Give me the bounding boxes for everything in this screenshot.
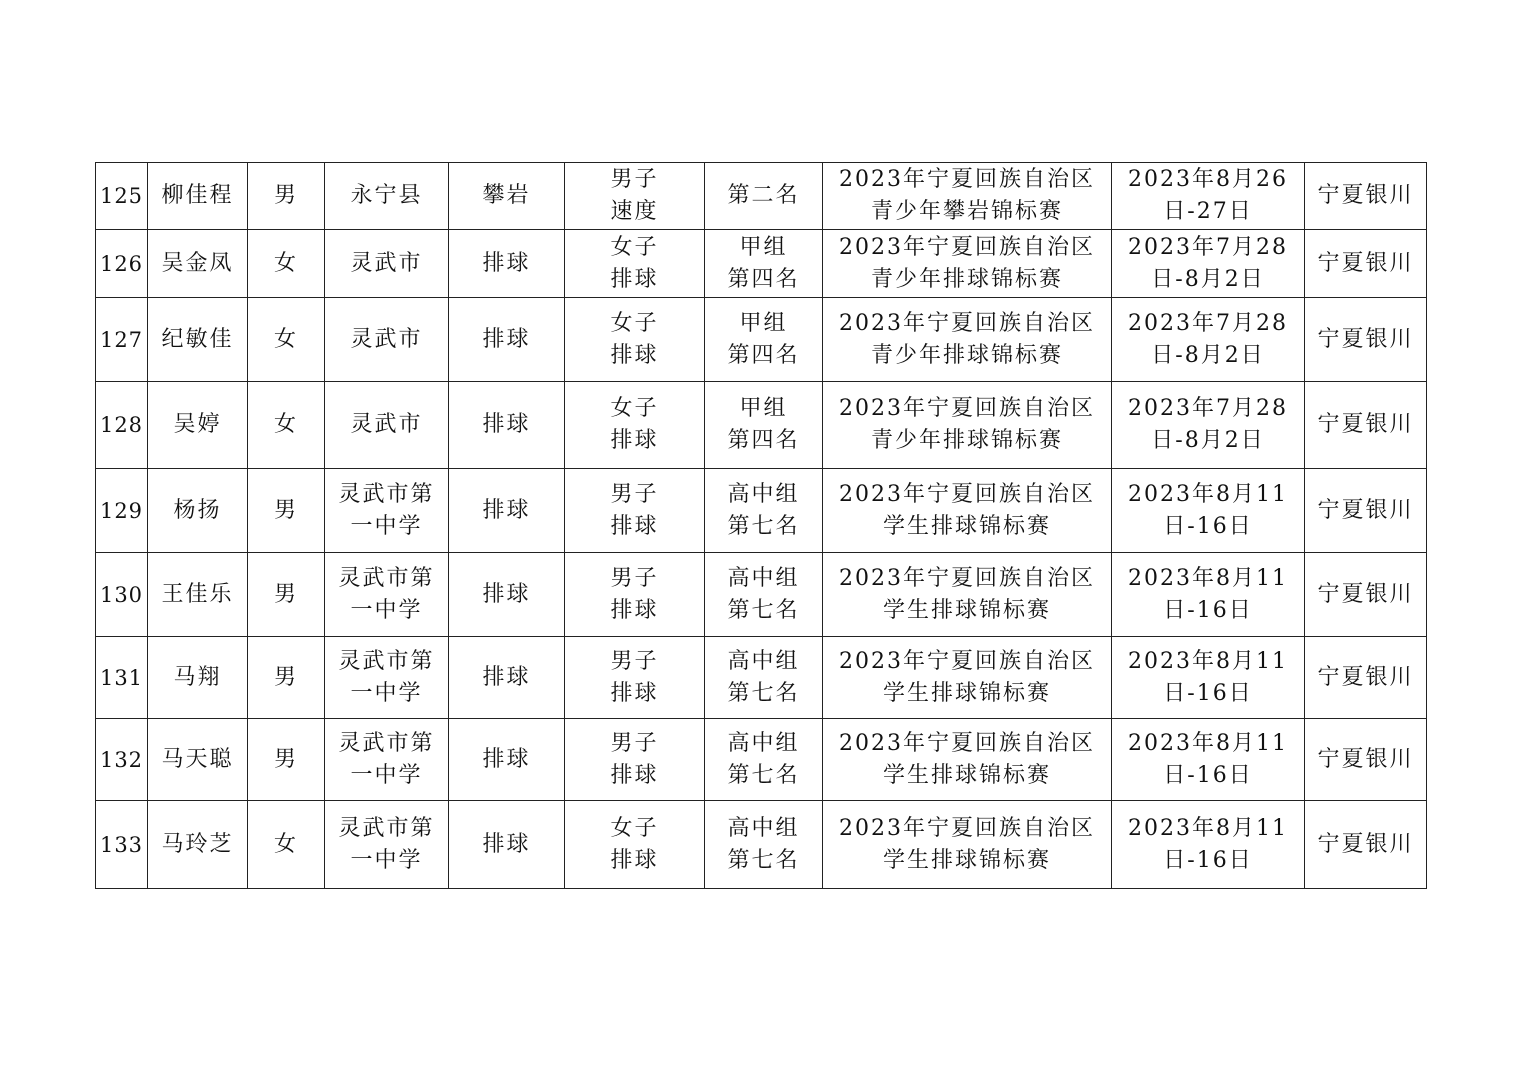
cell-result-line: 高中组	[727, 481, 800, 507]
cell-place: 宁夏银川	[1305, 719, 1427, 801]
cell-date	[1112, 230, 1305, 298]
cell-event	[565, 719, 705, 801]
cell-place: 宁夏银川	[1305, 637, 1427, 719]
cell-unit	[325, 719, 449, 801]
cell-event	[565, 637, 705, 719]
cell-date-line: 日-16日	[1163, 513, 1253, 539]
cell-date-line: 2023年8月11	[1128, 565, 1288, 591]
cell-event-line: 男子	[610, 167, 659, 192]
cell-event	[565, 230, 705, 298]
cell-event-line: 排球	[610, 266, 659, 292]
cell-date-line: 日-16日	[1163, 762, 1253, 788]
cell-date-line: 日-16日	[1163, 847, 1253, 873]
cell-event-line: 男子	[610, 565, 659, 591]
cell-event-line: 男子	[610, 648, 659, 674]
cell-result-line: 高中组	[727, 648, 800, 674]
cell-result-line: 第七名	[727, 762, 800, 788]
cell-number: 127	[96, 298, 148, 382]
cell-gender: 男	[248, 719, 325, 801]
cell-competition	[823, 382, 1112, 469]
cell-date-line: 日-16日	[1163, 680, 1253, 706]
cell-event	[565, 801, 705, 889]
cell-unit-line: 一中学	[350, 597, 423, 623]
cell-unit	[325, 469, 449, 553]
cell-number: 129	[96, 469, 148, 553]
cell-event	[565, 553, 705, 637]
cell-event	[565, 382, 705, 469]
cell-date-line: 日-27日	[1163, 199, 1253, 224]
cell-competition-line: 2023年宁夏回族自治区	[839, 396, 1095, 421]
cell-event-line: 排球	[610, 680, 659, 706]
cell-unit-line: 一中学	[350, 762, 423, 788]
cell-date	[1112, 801, 1305, 889]
cell-unit	[325, 382, 449, 469]
cell-result-line: 第七名	[727, 680, 800, 706]
cell-competition-line: 青少年排球锦标赛	[870, 342, 1063, 368]
cell-place: 宁夏银川	[1305, 801, 1427, 889]
cell-place: 宁夏银川	[1305, 163, 1427, 230]
cell-event	[565, 469, 705, 553]
cell-result-line: 第七名	[727, 513, 800, 539]
cell-competition-line: 青少年排球锦标赛	[870, 428, 1063, 453]
cell-result-line: 第二名	[727, 183, 800, 208]
table-row	[96, 298, 1427, 382]
awards-table	[95, 162, 1427, 889]
cell-event-line: 女子	[610, 310, 659, 336]
cell-date	[1112, 163, 1305, 230]
cell-result-line: 甲组	[739, 396, 788, 421]
cell-result-line: 甲组	[739, 310, 788, 336]
cell-result	[705, 553, 823, 637]
cell-place: 宁夏银川	[1305, 298, 1427, 382]
cell-name: 马翔	[148, 637, 248, 719]
cell-result	[705, 719, 823, 801]
cell-event-line: 男子	[610, 481, 659, 507]
cell-competition-line: 学生排球锦标赛	[882, 597, 1051, 623]
cell-gender: 男	[248, 163, 325, 230]
cell-unit-line: 灵武市第	[338, 730, 435, 756]
cell-result-line: 第七名	[727, 597, 800, 623]
cell-result	[705, 637, 823, 719]
cell-event-line: 排球	[610, 597, 659, 623]
cell-event	[565, 298, 705, 382]
cell-unit-line: 灵武市	[350, 250, 423, 276]
awards-table-body	[96, 163, 1427, 889]
cell-competition-line: 2023年宁夏回族自治区	[839, 815, 1095, 841]
cell-sport: 排球	[449, 382, 565, 469]
cell-result-line: 高中组	[727, 565, 800, 591]
cell-competition	[823, 230, 1112, 298]
cell-sport: 排球	[449, 230, 565, 298]
cell-sport: 排球	[449, 801, 565, 889]
cell-sport: 排球	[449, 298, 565, 382]
cell-competition-line: 学生排球锦标赛	[882, 680, 1051, 706]
cell-result-line: 第四名	[727, 342, 800, 368]
cell-sport: 排球	[449, 469, 565, 553]
cell-competition-line: 2023年宁夏回族自治区	[839, 167, 1095, 192]
cell-event-line: 排球	[610, 428, 659, 453]
cell-event-line: 速度	[610, 199, 659, 224]
cell-competition	[823, 298, 1112, 382]
cell-gender: 男	[248, 637, 325, 719]
cell-competition-line: 2023年宁夏回族自治区	[839, 565, 1095, 591]
cell-name: 纪敏佳	[148, 298, 248, 382]
cell-result-line: 第四名	[727, 428, 800, 453]
cell-result-line: 第七名	[727, 847, 800, 873]
cell-number: 131	[96, 637, 148, 719]
cell-competition-line: 学生排球锦标赛	[882, 762, 1051, 788]
cell-place: 宁夏银川	[1305, 553, 1427, 637]
cell-place: 宁夏银川	[1305, 469, 1427, 553]
table-row	[96, 382, 1427, 469]
cell-date	[1112, 382, 1305, 469]
cell-place: 宁夏银川	[1305, 382, 1427, 469]
cell-competition	[823, 719, 1112, 801]
cell-date	[1112, 637, 1305, 719]
table-row	[96, 230, 1427, 298]
cell-competition-line: 2023年宁夏回族自治区	[839, 648, 1095, 674]
cell-number: 133	[96, 801, 148, 889]
cell-sport: 排球	[449, 719, 565, 801]
cell-competition-line: 学生排球锦标赛	[882, 847, 1051, 873]
cell-place: 宁夏银川	[1305, 230, 1427, 298]
table-row	[96, 719, 1427, 801]
cell-unit-line: 灵武市第	[338, 648, 435, 674]
cell-result	[705, 801, 823, 889]
cell-unit-line: 一中学	[350, 847, 423, 873]
cell-gender: 男	[248, 553, 325, 637]
cell-sport: 攀岩	[449, 163, 565, 230]
cell-name: 杨扬	[148, 469, 248, 553]
table-row	[96, 553, 1427, 637]
cell-competition-line: 2023年宁夏回族自治区	[839, 234, 1095, 260]
cell-competition-line: 2023年宁夏回族自治区	[839, 481, 1095, 507]
cell-result	[705, 230, 823, 298]
cell-event-line: 男子	[610, 730, 659, 756]
cell-competition-line: 学生排球锦标赛	[882, 513, 1051, 539]
cell-event-line: 排球	[610, 513, 659, 539]
cell-competition	[823, 553, 1112, 637]
cell-unit	[325, 163, 449, 230]
cell-event	[565, 163, 705, 230]
cell-unit-line: 一中学	[350, 680, 423, 706]
cell-result	[705, 382, 823, 469]
cell-date-line: 2023年7月28	[1128, 310, 1288, 336]
cell-unit	[325, 801, 449, 889]
cell-sport: 排球	[449, 553, 565, 637]
cell-unit-line: 灵武市第	[338, 565, 435, 591]
cell-result-line: 甲组	[739, 234, 788, 260]
cell-unit	[325, 298, 449, 382]
cell-competition	[823, 801, 1112, 889]
cell-competition-line: 2023年宁夏回族自治区	[839, 730, 1095, 756]
table-row	[96, 801, 1427, 889]
cell-date-line: 日-8月2日	[1151, 342, 1265, 368]
cell-name: 马玲芝	[148, 801, 248, 889]
cell-competition-line: 2023年宁夏回族自治区	[839, 310, 1095, 336]
cell-result-line: 第四名	[727, 266, 800, 292]
cell-gender: 女	[248, 382, 325, 469]
cell-date-line: 2023年8月11	[1128, 648, 1288, 674]
cell-date-line: 2023年7月28	[1128, 234, 1288, 260]
cell-gender: 女	[248, 230, 325, 298]
cell-event-line: 排球	[610, 762, 659, 788]
cell-date-line: 2023年7月28	[1128, 396, 1288, 421]
table-row	[96, 469, 1427, 553]
cell-number: 125	[96, 163, 148, 230]
cell-unit-line: 一中学	[350, 513, 423, 539]
cell-name: 吴金凤	[148, 230, 248, 298]
cell-unit-line: 永宁县	[350, 183, 423, 208]
cell-result	[705, 298, 823, 382]
cell-date	[1112, 298, 1305, 382]
cell-date-line: 2023年8月11	[1128, 481, 1288, 507]
cell-date-line: 日-8月2日	[1151, 428, 1265, 453]
cell-unit	[325, 553, 449, 637]
cell-date	[1112, 553, 1305, 637]
cell-event-line: 女子	[610, 815, 659, 841]
cell-gender: 女	[248, 298, 325, 382]
cell-competition	[823, 637, 1112, 719]
cell-event-line: 女子	[610, 234, 659, 260]
cell-date	[1112, 719, 1305, 801]
cell-date-line: 2023年8月11	[1128, 815, 1288, 841]
cell-result	[705, 469, 823, 553]
cell-name: 柳佳程	[148, 163, 248, 230]
cell-unit	[325, 637, 449, 719]
cell-result	[705, 163, 823, 230]
cell-date-line: 日-16日	[1163, 597, 1253, 623]
cell-gender: 男	[248, 469, 325, 553]
cell-number: 130	[96, 553, 148, 637]
cell-gender: 女	[248, 801, 325, 889]
cell-competition-line: 青少年排球锦标赛	[870, 266, 1063, 292]
cell-event-line: 排球	[610, 342, 659, 368]
cell-sport: 排球	[449, 637, 565, 719]
cell-competition-line: 青少年攀岩锦标赛	[870, 199, 1063, 224]
cell-result-line: 高中组	[727, 815, 800, 841]
cell-number: 128	[96, 382, 148, 469]
cell-date-line: 日-8月2日	[1151, 266, 1265, 292]
cell-date-line: 2023年8月26	[1128, 167, 1288, 192]
cell-event-line: 排球	[610, 847, 659, 873]
cell-name: 马天聪	[148, 719, 248, 801]
cell-name: 吴婷	[148, 382, 248, 469]
cell-event-line: 女子	[610, 396, 659, 421]
cell-name: 王佳乐	[148, 553, 248, 637]
cell-result-line: 高中组	[727, 730, 800, 756]
cell-unit-line: 灵武市第	[338, 815, 435, 841]
cell-competition	[823, 469, 1112, 553]
cell-unit-line: 灵武市第	[338, 481, 435, 507]
cell-competition	[823, 163, 1112, 230]
table-row	[96, 637, 1427, 719]
cell-date-line: 2023年8月11	[1128, 730, 1288, 756]
cell-number: 132	[96, 719, 148, 801]
cell-date	[1112, 469, 1305, 553]
cell-unit	[325, 230, 449, 298]
cell-unit-line: 灵武市	[350, 412, 423, 437]
cell-number: 126	[96, 230, 148, 298]
cell-unit-line: 灵武市	[350, 326, 423, 352]
table-row	[96, 163, 1427, 230]
